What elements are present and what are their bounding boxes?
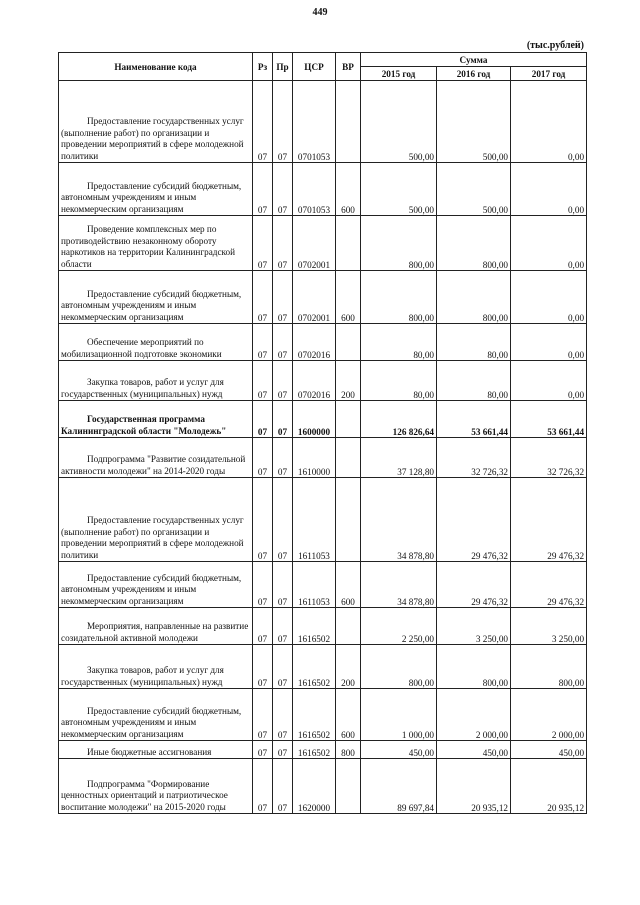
row-csr: 1616502: [293, 645, 336, 689]
row-name: [59, 324, 253, 361]
row-2016: 800,00: [437, 271, 511, 324]
row-2015: 80,00: [361, 324, 437, 361]
row-2016: 450,00: [437, 741, 511, 759]
row-2015: 500,00: [361, 81, 437, 163]
header-csr: ЦСР: [293, 53, 336, 81]
row-vr: [336, 81, 361, 163]
row-2017: 3 250,00: [511, 608, 587, 645]
row-name-text: Мероприятия, направленные на развитие созидательной активной молодежи: [61, 621, 249, 643]
row-pr: 07: [273, 361, 293, 401]
row-pr: 07: [273, 741, 293, 759]
row-2017: 0,00: [511, 324, 587, 361]
table-row: [59, 361, 587, 401]
row-pr: 07: [273, 562, 293, 608]
header-pr: Пр: [273, 53, 293, 81]
row-2015: 500,00: [361, 163, 437, 216]
table-row: [59, 271, 587, 324]
row-name: [59, 401, 253, 438]
table-row: [59, 759, 587, 814]
header-vr: ВР: [336, 53, 361, 81]
row-vr: [336, 401, 361, 438]
table-header: [59, 53, 587, 81]
table-row: [59, 438, 587, 478]
row-vr: 600: [336, 163, 361, 216]
row-name-text: Государственная программа Калининградской области "Молодежь": [61, 414, 227, 436]
row-name-text: Предоставление государственных услуг (выполнение работ) по организации и проведении мероприятий в сфере молодежной политики: [61, 116, 244, 161]
row-rz: 07: [253, 271, 273, 324]
table-row: [59, 689, 587, 741]
row-vr: 600: [336, 271, 361, 324]
row-2016: 29 476,32: [437, 478, 511, 562]
row-2016: 32 726,32: [437, 438, 511, 478]
row-2016: 20 935,12: [437, 759, 511, 814]
row-csr: 0702016: [293, 324, 336, 361]
row-2016: 800,00: [437, 216, 511, 271]
table-row: [59, 324, 587, 361]
row-vr: [336, 438, 361, 478]
table-body: [59, 81, 587, 814]
row-2016: 800,00: [437, 645, 511, 689]
row-pr: 07: [273, 324, 293, 361]
table-row: [59, 81, 587, 163]
row-rz: 07: [253, 163, 273, 216]
units-label: (тыс.рублей): [526, 40, 584, 51]
row-name: [59, 689, 253, 741]
header-rz: Рз: [253, 53, 273, 81]
row-name-text: Подпрограмма "Развитие созидательной активности молодежи" на 2014-2020 годы: [61, 454, 246, 476]
row-2016: 29 476,32: [437, 562, 511, 608]
row-vr: [336, 324, 361, 361]
row-2016: 500,00: [437, 81, 511, 163]
row-csr: 1610000: [293, 438, 336, 478]
row-vr: [336, 759, 361, 814]
row-vr: [336, 478, 361, 562]
row-2017: 20 935,12: [511, 759, 587, 814]
row-name: [59, 163, 253, 216]
row-2016: 80,00: [437, 324, 511, 361]
row-vr: 600: [336, 689, 361, 741]
table-row: [59, 608, 587, 645]
row-2015: 80,00: [361, 361, 437, 401]
header-name: Наименование кода: [59, 53, 253, 81]
row-name: [59, 81, 253, 163]
row-2015: 126 826,64: [361, 401, 437, 438]
row-csr: 0702016: [293, 361, 336, 401]
row-csr: 0701053: [293, 81, 336, 163]
row-name: [59, 216, 253, 271]
row-2016: 2 000,00: [437, 689, 511, 741]
row-2015: 800,00: [361, 645, 437, 689]
row-2015: 89 697,84: [361, 759, 437, 814]
row-2017: 32 726,32: [511, 438, 587, 478]
header-sum: Сумма: [361, 53, 587, 67]
row-csr: 1620000: [293, 759, 336, 814]
page-number: 449: [312, 7, 328, 18]
row-csr: 0702001: [293, 271, 336, 324]
row-name-text: Закупка товаров, работ и услуг для государственных (муниципальных) нужд: [61, 377, 224, 399]
row-rz: 07: [253, 608, 273, 645]
row-pr: 07: [273, 645, 293, 689]
row-2016: 53 661,44: [437, 401, 511, 438]
row-2015: 800,00: [361, 216, 437, 271]
row-csr: 0701053: [293, 163, 336, 216]
row-name-text: Обеспечение мероприятий по мобилизационной подготовке экономики: [61, 337, 222, 359]
row-rz: 07: [253, 645, 273, 689]
table-row: [59, 478, 587, 562]
row-rz: 07: [253, 689, 273, 741]
row-rz: 07: [253, 324, 273, 361]
row-2017: 0,00: [511, 271, 587, 324]
row-name: [59, 645, 253, 689]
row-name-text: Проведение комплексных мер по противодействию незаконному обороту наркотиков на территории Калининградской области: [61, 224, 236, 269]
row-2017: 0,00: [511, 163, 587, 216]
row-2017: 2 000,00: [511, 689, 587, 741]
row-name: [59, 741, 253, 759]
row-csr: 1616502: [293, 608, 336, 645]
row-2017: 0,00: [511, 361, 587, 401]
row-2015: 37 128,80: [361, 438, 437, 478]
row-vr: 200: [336, 361, 361, 401]
header-2015: 2015 год: [361, 67, 437, 81]
row-2017: 800,00: [511, 645, 587, 689]
row-pr: 07: [273, 478, 293, 562]
row-pr: 07: [273, 163, 293, 216]
row-name: [59, 759, 253, 814]
row-csr: 1600000: [293, 401, 336, 438]
header-2017: 2017 год: [511, 67, 587, 81]
row-csr: 1616502: [293, 689, 336, 741]
row-name: [59, 361, 253, 401]
row-rz: 07: [253, 81, 273, 163]
table-row: [59, 645, 587, 689]
row-2017: 53 661,44: [511, 401, 587, 438]
row-name-text: Предоставление государственных услуг (выполнение работ) по организации и проведении мероприятий в сфере молодежной политики: [61, 515, 244, 560]
row-2016: 3 250,00: [437, 608, 511, 645]
row-rz: 07: [253, 478, 273, 562]
header-2016: 2016 год: [437, 67, 511, 81]
row-name: [59, 562, 253, 608]
row-name: [59, 608, 253, 645]
row-name-text: Закупка товаров, работ и услуг для государственных (муниципальных) нужд: [61, 665, 224, 687]
row-csr: 1611053: [293, 478, 336, 562]
table-row: [59, 163, 587, 216]
row-pr: 07: [273, 438, 293, 478]
table-row: [59, 562, 587, 608]
row-rz: 07: [253, 361, 273, 401]
table-row: [59, 401, 587, 438]
row-name: [59, 478, 253, 562]
row-pr: 07: [273, 608, 293, 645]
row-2017: 29 476,32: [511, 478, 587, 562]
row-csr: 1616502: [293, 741, 336, 759]
row-pr: 07: [273, 216, 293, 271]
row-2015: 800,00: [361, 271, 437, 324]
row-name-text: Предоставление субсидий бюджетным, автономным учреждениям и иным некоммерческим организациям: [61, 288, 242, 322]
row-2015: 1 000,00: [361, 689, 437, 741]
row-2017: 450,00: [511, 741, 587, 759]
row-2015: 450,00: [361, 741, 437, 759]
row-csr: 1611053: [293, 562, 336, 608]
budget-table: [58, 52, 587, 814]
table-row: [59, 741, 587, 759]
row-name-text: Предоставление субсидий бюджетным, автономным учреждениям и иным некоммерческим организациям: [61, 572, 242, 606]
row-pr: 07: [273, 81, 293, 163]
row-pr: 07: [273, 759, 293, 814]
row-vr: [336, 608, 361, 645]
row-name-text: Предоставление субсидий бюджетным, автономным учреждениям и иным некоммерческим организациям: [61, 180, 242, 214]
row-vr: [336, 216, 361, 271]
row-name: [59, 271, 253, 324]
row-name-text: Подпрограмма "Формирование ценностных ориентаций и патриотическое воспитание молодежи" на 2015-2020 годы: [61, 778, 228, 812]
row-2017: 0,00: [511, 81, 587, 163]
row-rz: 07: [253, 562, 273, 608]
row-pr: 07: [273, 401, 293, 438]
row-name: [59, 438, 253, 478]
table-row: [59, 216, 587, 271]
row-rz: 07: [253, 216, 273, 271]
row-pr: 07: [273, 271, 293, 324]
row-2015: 2 250,00: [361, 608, 437, 645]
row-vr: 200: [336, 645, 361, 689]
row-rz: 07: [253, 401, 273, 438]
row-rz: 07: [253, 759, 273, 814]
row-2016: 80,00: [437, 361, 511, 401]
row-pr: 07: [273, 689, 293, 741]
row-2015: 34 878,80: [361, 562, 437, 608]
row-2016: 500,00: [437, 163, 511, 216]
row-vr: 800: [336, 741, 361, 759]
row-rz: 07: [253, 741, 273, 759]
row-2017: 0,00: [511, 216, 587, 271]
row-name-text: Иные бюджетные ассигнования: [87, 746, 212, 757]
row-name-text: Предоставление субсидий бюджетным, автономным учреждениям и иным некоммерческим организациям: [61, 705, 242, 739]
row-vr: 600: [336, 562, 361, 608]
row-2017: 29 476,32: [511, 562, 587, 608]
row-rz: 07: [253, 438, 273, 478]
row-csr: 0702001: [293, 216, 336, 271]
row-2015: 34 878,80: [361, 478, 437, 562]
